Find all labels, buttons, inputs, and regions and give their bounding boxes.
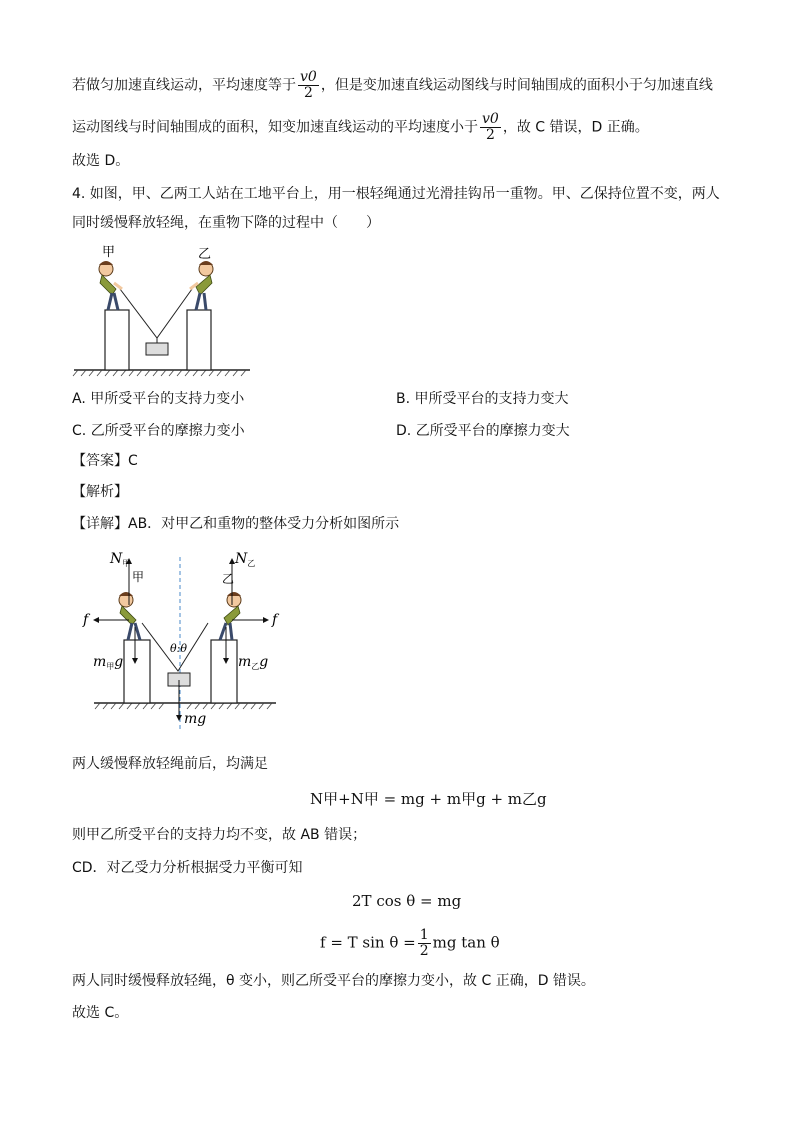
fraction-numerator: v0 (300, 69, 317, 85)
equation-2: 2T cos θ = mg (352, 892, 462, 910)
fraction-one-half (418, 928, 431, 959)
label-left-worker: 甲 (102, 245, 116, 260)
fraction-denominator: 2 (485, 127, 495, 143)
figure-workers-platform (72, 243, 252, 378)
answer-label: 【答案】 (72, 453, 128, 469)
label-theta: θ:θ (170, 642, 187, 655)
rope (120, 289, 192, 338)
label-n-left: $N_甲$ (110, 551, 131, 568)
label-f-left: f (83, 612, 89, 628)
option-letter: B. (396, 391, 411, 407)
option-text: 乙所受平台的摩擦力变小 (90, 423, 245, 439)
analysis-label: 【解析】 (72, 484, 128, 500)
left-worker (99, 261, 122, 310)
option-letter: D. (396, 423, 412, 439)
text-segment: ，故 C 错误，D 正确。 (502, 119, 649, 136)
equation-3-right: mg tan θ (432, 933, 500, 952)
prev-solution-line-2 (72, 112, 649, 143)
weight-block (146, 343, 168, 355)
equation-3-left: f = T sin θ = (320, 933, 416, 952)
right-platform (187, 310, 211, 370)
right-worker (220, 592, 241, 640)
option-c[interactable] (72, 421, 245, 441)
label-m-left-g: $m_甲g$ (93, 654, 124, 671)
question-line-2: 同时缓慢释放轻绳，在重物下降的过程中（ ） (72, 215, 380, 231)
label-n-right: $N_乙$ (235, 551, 256, 568)
detail-line-1: 【详解】AB．对甲乙和重物的整体受力分析如图所示 (72, 516, 400, 532)
right-platform (211, 640, 237, 703)
option-d[interactable] (396, 421, 570, 441)
detail-line-3: 则甲乙所受平台的支持力均不变，故 AB 错误； (72, 827, 367, 843)
answer-value: C (128, 453, 138, 469)
fraction-numerator: 1 (419, 927, 429, 943)
equation-1: N甲+N甲 = mg + m甲g + m乙g (310, 790, 547, 808)
text-segment: 若做匀加速直线运动，平均速度等于 (72, 77, 296, 94)
final-conclusion: 故选 C。 (72, 1005, 129, 1021)
option-b[interactable] (396, 389, 569, 409)
option-text: 甲所受平台的支持力变小 (90, 391, 245, 407)
left-platform (105, 310, 129, 370)
fraction-numerator: v0 (482, 111, 499, 127)
option-a[interactable] (72, 389, 244, 409)
label-right-worker: 乙 (198, 247, 212, 262)
right-worker (190, 261, 213, 310)
label-mg: mg (184, 711, 207, 727)
option-text: 乙所受平台的摩擦力变大 (415, 423, 570, 439)
option-letter: C. (72, 423, 87, 439)
prev-conclusion: 故选 D。 (72, 153, 130, 169)
fraction-denominator: 2 (419, 943, 429, 959)
label-f-right: f (272, 612, 278, 628)
label-m-right-g: $m_乙g$ (238, 654, 269, 671)
fraction-v0-over-2 (298, 70, 319, 101)
question-line-1: 4. 如图，甲、乙两工人站在工地平台上，用一根轻绳通过光滑挂钩吊一重物。甲、乙保持位置不变，两人 (72, 186, 720, 202)
text-segment: ，但是变加速直线运动图线与时间轴围成的面积小于匀加速直线 (320, 77, 713, 94)
detail-line-5: 两人同时缓慢释放轻绳，θ 变小，则乙所受平台的摩擦力变小，故 C 正确，D 错误。 (72, 973, 595, 989)
left-platform (124, 640, 150, 703)
detail-line-4: CD．对乙受力分析根据受力平衡可知 (72, 860, 303, 876)
figure-force-diagram (80, 545, 290, 735)
fraction-v0-over-2 (480, 112, 501, 143)
option-text: 甲所受平台的支持力变大 (414, 391, 569, 407)
label-person-right: 乙 (222, 572, 235, 586)
detail-line-2: 两人缓慢释放轻绳前后，均满足 (72, 756, 268, 772)
option-letter: A. (72, 391, 86, 407)
prev-solution-line-1 (72, 70, 713, 101)
label-person-left: 甲 (132, 570, 145, 584)
text-segment: 运动图线与时间轴围成的面积，知变加速直线运动的平均速度小于 (72, 119, 478, 136)
fraction-denominator: 2 (303, 85, 313, 101)
answer-line (72, 451, 138, 471)
equation-3 (320, 928, 500, 959)
